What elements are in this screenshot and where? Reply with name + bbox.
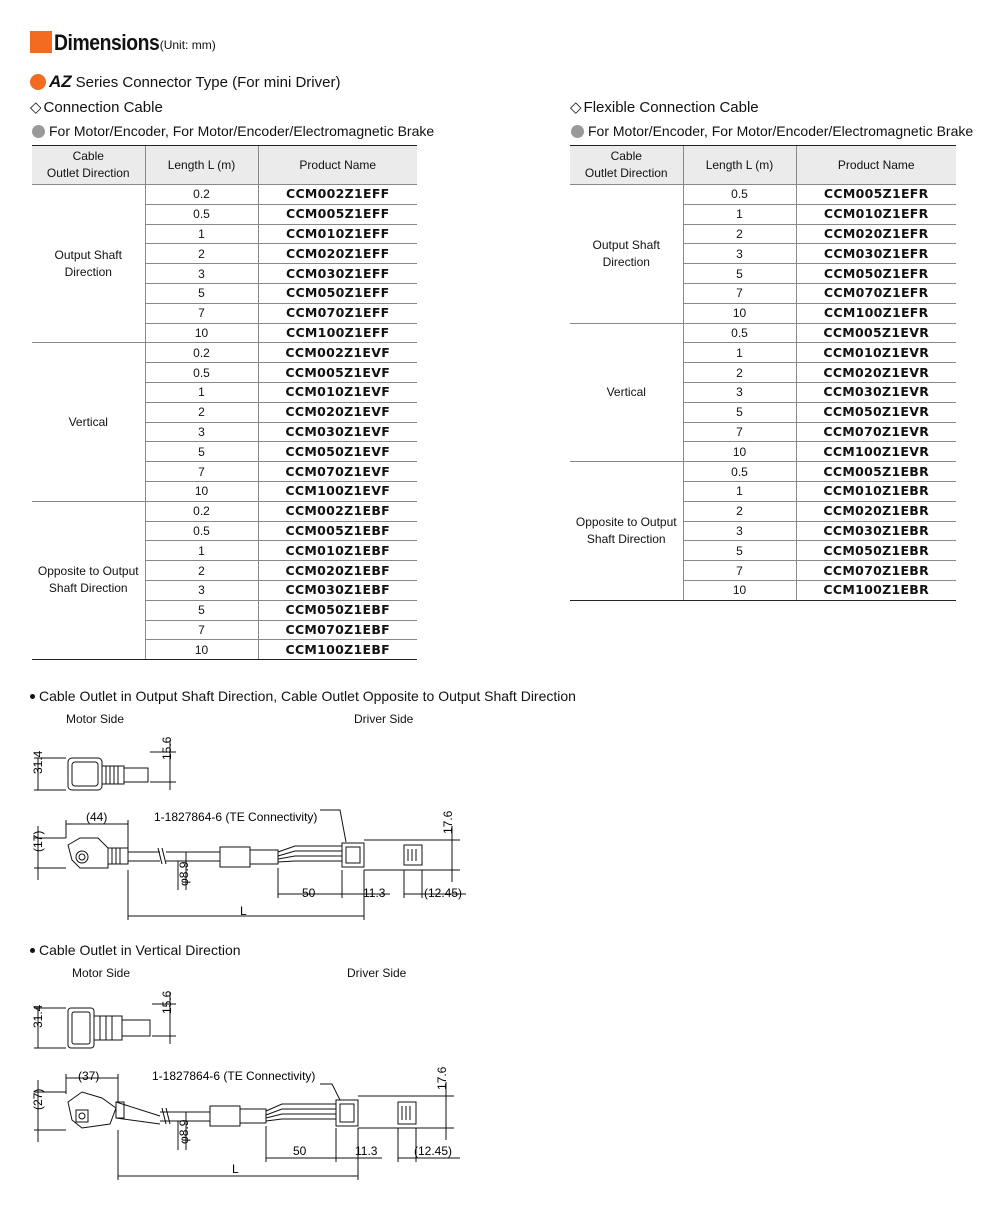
group-label: Output Shaft Direction	[32, 185, 145, 343]
length-cell: 2	[683, 501, 796, 521]
length-cell: 5	[683, 264, 796, 284]
length-cell: 7	[145, 303, 258, 323]
length-cell: 1	[145, 224, 258, 244]
length-cell: 5	[145, 442, 258, 462]
right-heading-text: Flexible Connection Cable	[583, 98, 759, 116]
motor-connector-side	[68, 1092, 116, 1128]
product-name-cell: CCM100Z1EFF	[258, 323, 417, 343]
length-cell: 3	[683, 244, 796, 264]
product-name-cell: CCM100Z1EBR	[796, 580, 956, 600]
product-name-cell: CCM005Z1EBF	[258, 521, 417, 541]
column-header: Product Name	[258, 146, 417, 185]
product-name-cell: CCM050Z1EVF	[258, 442, 417, 462]
length-cell: 5	[683, 541, 796, 561]
product-name-cell: CCM050Z1EFR	[796, 264, 956, 284]
length-cell: 10	[683, 303, 796, 323]
dim-w2: 50	[302, 886, 316, 900]
driver-connector-end	[398, 1102, 416, 1124]
product-name-cell: CCM030Z1EBF	[258, 580, 417, 600]
diagram2-caption	[30, 942, 241, 958]
length-cell: 1	[683, 204, 796, 224]
product-name-cell: CCM070Z1EVF	[258, 462, 417, 482]
product-name-cell: CCM020Z1EBR	[796, 501, 956, 521]
orange-dot-icon	[30, 74, 46, 90]
product-name-cell: CCM020Z1EFR	[796, 224, 956, 244]
left-heading	[30, 98, 163, 116]
product-name-cell: CCM030Z1EBR	[796, 521, 956, 541]
length-cell: 7	[683, 283, 796, 303]
right-subheading	[571, 123, 973, 139]
dim-dia: φ8.9	[177, 1119, 191, 1144]
product-name-cell: CCM010Z1EVR	[796, 343, 956, 363]
diagram1-motor-side: Motor Side	[66, 712, 125, 726]
length-cell: 10	[145, 481, 258, 501]
product-name-cell: CCM002Z1EBF	[258, 501, 417, 521]
group-label: Vertical	[570, 323, 683, 462]
product-name-cell: CCM002Z1EVF	[258, 343, 417, 363]
table-row	[570, 462, 956, 482]
column-header: Cable Outlet Direction	[32, 146, 145, 185]
length-cell: 5	[145, 600, 258, 620]
product-name-cell: CCM070Z1EFF	[258, 303, 417, 323]
dim-h4: 17.6	[441, 810, 455, 834]
gray-dot-icon	[571, 125, 584, 138]
table-row	[32, 185, 417, 205]
length-cell: 2	[683, 363, 796, 383]
product-name-cell: CCM010Z1EVF	[258, 382, 417, 402]
cable-sleeve	[210, 1106, 240, 1126]
product-name-cell: CCM070Z1EVR	[796, 422, 956, 442]
motor-connector-side	[68, 838, 108, 868]
series-heading	[30, 72, 340, 92]
diagram1-caption	[30, 688, 576, 704]
length-cell: 1	[683, 481, 796, 501]
diagram1-caption-text: Cable Outlet in Output Shaft Direction, Cable Outlet Opposite to Output Shaft Direction	[39, 688, 576, 704]
dim-h1: 31.4	[31, 1004, 45, 1028]
dim-w2: 50	[293, 1144, 307, 1158]
product-name-cell: CCM070Z1EFR	[796, 283, 956, 303]
length-cell: 7	[683, 422, 796, 442]
product-name-cell: CCM100Z1EVR	[796, 442, 956, 462]
column-header: Length L (m)	[145, 146, 258, 185]
length-cell: 10	[145, 323, 258, 343]
dim-w1: (37)	[78, 1069, 100, 1083]
product-name-cell: CCM050Z1EVR	[796, 402, 956, 422]
length-cell: 10	[145, 640, 258, 660]
length-cell: 0.2	[145, 501, 258, 521]
dim-h3: (27)	[31, 1088, 45, 1110]
length-cell: 0.5	[145, 521, 258, 541]
diagram2-caption-text: Cable Outlet in Vertical Direction	[39, 942, 241, 958]
length-cell: 0.5	[145, 363, 258, 383]
length-cell: 1	[683, 343, 796, 363]
group-label: Opposite to Output Shaft Direction	[32, 501, 145, 659]
dim-h4: 17.6	[435, 1066, 449, 1090]
dim-len: L	[240, 904, 247, 918]
product-name-cell: CCM020Z1EBF	[258, 561, 417, 581]
length-cell: 7	[145, 462, 258, 482]
length-cell: 3	[145, 422, 258, 442]
dim-h3: (17)	[31, 830, 45, 852]
product-name-cell: CCM005Z1EVF	[258, 363, 417, 383]
dim-w3: 11.3	[355, 1144, 378, 1158]
dim-h2: 15.6	[160, 736, 174, 760]
diagram2-drawing	[20, 984, 490, 1184]
length-cell: 1	[145, 382, 258, 402]
gray-dot-icon	[32, 125, 45, 138]
product-name-cell: CCM020Z1EFF	[258, 244, 417, 264]
length-cell: 1	[145, 541, 258, 561]
table-row	[570, 185, 956, 205]
product-name-cell: CCM010Z1EBF	[258, 541, 417, 561]
length-cell: 0.5	[145, 204, 258, 224]
bullet-icon	[30, 694, 35, 699]
cable-sleeve	[220, 847, 250, 867]
product-name-cell: CCM030Z1EFR	[796, 244, 956, 264]
connection-cable-table	[32, 145, 417, 660]
diagram1-driver-side: Driver Side	[354, 712, 414, 726]
left-heading-text: Connection Cable	[43, 98, 163, 116]
product-name-cell: CCM100Z1EBF	[258, 640, 417, 660]
left-subheading-text: For Motor/Encoder, For Motor/Encoder/Electromagnetic Brake	[49, 123, 435, 139]
length-cell: 3	[683, 382, 796, 402]
column-header: Length L (m)	[683, 146, 796, 185]
diamond-icon: ◇	[570, 99, 582, 116]
table-row	[32, 343, 417, 363]
product-name-cell: CCM030Z1EFF	[258, 264, 417, 284]
length-cell: 3	[683, 521, 796, 541]
product-name-cell: CCM020Z1EVR	[796, 363, 956, 383]
length-cell: 2	[145, 402, 258, 422]
length-cell: 3	[145, 264, 258, 284]
length-cell: 0.2	[145, 343, 258, 363]
length-cell: 0.5	[683, 185, 796, 205]
product-name-cell: CCM010Z1EFR	[796, 204, 956, 224]
diagram2-motor-side: Motor Side	[72, 966, 131, 980]
length-cell: 10	[683, 580, 796, 600]
length-cell: 5	[145, 283, 258, 303]
dim-w4: (12.45)	[424, 886, 463, 900]
product-name-cell: CCM005Z1EVR	[796, 323, 956, 343]
title-text: Dimensions	[54, 30, 160, 55]
dim-w4: (12.45)	[414, 1144, 453, 1158]
product-name-cell: CCM100Z1EVF	[258, 481, 417, 501]
length-cell: 3	[145, 580, 258, 600]
dim-dia: φ8.9	[177, 861, 191, 886]
length-cell: 5	[683, 402, 796, 422]
length-cell: 10	[683, 442, 796, 462]
product-name-cell: CCM010Z1EFF	[258, 224, 417, 244]
diagram2-driver-side: Driver Side	[347, 966, 407, 980]
left-subheading	[32, 123, 434, 139]
product-name-cell: CCM005Z1EFR	[796, 185, 956, 205]
product-name-cell: CCM030Z1EVF	[258, 422, 417, 442]
dim-part: 1-1827864-6 (TE Connectivity)	[152, 1069, 316, 1083]
product-name-cell: CCM070Z1EBF	[258, 620, 417, 640]
product-name-cell: CCM002Z1EFF	[258, 185, 417, 205]
group-label: Opposite to Output Shaft Direction	[570, 462, 683, 601]
dim-h2: 15.6	[160, 990, 174, 1014]
group-label: Output Shaft Direction	[570, 185, 683, 324]
length-cell: 2	[683, 224, 796, 244]
flexible-cable-table	[570, 145, 956, 601]
product-name-cell: CCM050Z1EFF	[258, 283, 417, 303]
title-marker-icon	[30, 31, 52, 53]
column-header: Cable Outlet Direction	[570, 146, 683, 185]
right-subheading-text: For Motor/Encoder, For Motor/Encoder/Electromagnetic Brake	[588, 123, 974, 139]
table-row	[570, 323, 956, 343]
dim-w1: (44)	[86, 810, 108, 824]
column-header: Product Name	[796, 146, 956, 185]
diagram1-drawing	[20, 730, 490, 925]
group-label: Vertical	[32, 343, 145, 501]
length-cell: 0.2	[145, 185, 258, 205]
length-cell: 2	[145, 561, 258, 581]
length-cell: 0.5	[683, 323, 796, 343]
product-name-cell: CCM005Z1EBR	[796, 462, 956, 482]
title-unit: (Unit: mm)	[159, 38, 216, 52]
length-cell: 2	[145, 244, 258, 264]
length-cell: 7	[145, 620, 258, 640]
driver-connector-end	[404, 845, 422, 865]
right-heading	[570, 98, 759, 116]
product-name-cell: CCM020Z1EVF	[258, 402, 417, 422]
product-name-cell: CCM030Z1EVR	[796, 382, 956, 402]
product-name-cell: CCM010Z1EBR	[796, 481, 956, 501]
product-name-cell: CCM050Z1EBF	[258, 600, 417, 620]
product-name-cell: CCM100Z1EFR	[796, 303, 956, 323]
product-name-cell: CCM005Z1EFF	[258, 204, 417, 224]
length-cell: 0.5	[683, 462, 796, 482]
series-brand: AZ	[49, 72, 72, 91]
length-cell: 7	[683, 561, 796, 581]
diamond-icon: ◇	[30, 99, 42, 116]
dim-len: L	[232, 1162, 239, 1176]
bullet-icon	[30, 948, 35, 953]
dim-w3: 11.3	[363, 886, 386, 900]
product-name-cell: CCM070Z1EBR	[796, 561, 956, 581]
product-name-cell: CCM050Z1EBR	[796, 541, 956, 561]
table-row	[32, 501, 417, 521]
dim-part: 1-1827864-6 (TE Connectivity)	[154, 810, 318, 824]
series-name: Series Connector Type (For mini Driver)	[75, 73, 341, 91]
page-title	[30, 28, 216, 56]
dim-h1: 31.4	[31, 750, 45, 774]
